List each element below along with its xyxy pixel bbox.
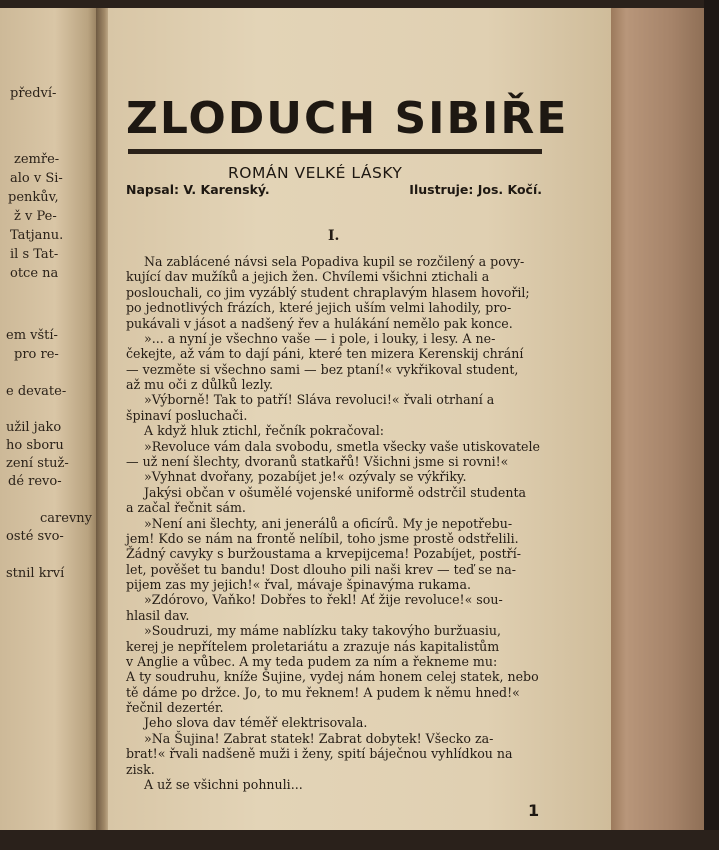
text-line: Jeho slova dav téměř elektrisovala. (144, 715, 368, 730)
text-line: špinaví posluchači. (126, 408, 248, 423)
text-line: brat!« řvali nadšeně muži i ženy, spití báječnou vyhlídkou na (126, 746, 513, 761)
text-line: »Vyhnat dvořany, pozabíjet je!« ozývaly se výkřiky. (144, 469, 467, 484)
fragment: zení stuž- (6, 456, 69, 471)
text-line: »Není ani šlechty, ani jenerálů a oficírů. My je nepotřebu- (144, 516, 513, 531)
text-line: Žádný cavyky s buržoustama a krvepijcema! Pozabíjet, postří- (126, 546, 521, 561)
text-line: poslouchali, co jim vyzáblý student chraplavým hlasem hovořil; (126, 285, 530, 300)
text-line: a začal řečnit sám. (126, 500, 246, 515)
text-line: »Zdórovo, Vaňko! Dobřes to řekl! Ať žije revoluce!« sou- (144, 592, 503, 607)
text-line: »Revoluce vám dala svobodu, smetla všecky vaše utiskovatele (144, 439, 540, 454)
author-credit: Napsal: V. Karenský. (126, 182, 270, 197)
page-number: 1 (528, 801, 540, 820)
fragment: pro re- (14, 347, 59, 362)
text-line: A už se všichni pohnuli... (144, 777, 303, 792)
text-line: jem! Kdo se nám na frontě nelíbil, toho jsme prostě odstřelili. (126, 531, 519, 546)
fragment: užil jako (6, 420, 62, 435)
text-line: »... a nyní je všechno vaše — i pole, i louky, i lesy. A ne- (144, 331, 496, 346)
fragment: e devate- (6, 384, 67, 399)
text-line: »Na Šujina! Zabrat statek! Zabrat dobytek! Všecko za- (144, 731, 494, 746)
subtitle: ROMÁN VELKÉ LÁSKY (228, 164, 403, 182)
illustrator-credit: Ilustruje: Jos. Kočí. (409, 182, 542, 197)
text-line: A když hluk ztichl, řečník pokračoval: (144, 423, 384, 438)
byline (126, 182, 542, 197)
text-line: — už není šlechty, dvoranů statkařů! Všichni jsme si rovni!« (126, 454, 509, 469)
previous-page (0, 8, 100, 830)
text-line: let, pověšet tu bandu! Dost dlouho pili naši krev — teď se na- (126, 562, 516, 577)
text-line: A ty soudruhu, kníže Šujine, vydej nám honem celej statek, nebo (126, 669, 539, 684)
text-line: pijem zas my jejich!« řval, mávaje špinavýma rukama. (126, 577, 471, 592)
fragment: alo v Si- (10, 171, 63, 186)
text-line: tě dáme po držce. Jo, to mu řeknem! A pudem k němu hned!« (126, 685, 520, 700)
fragment: ž v Pe- (14, 209, 57, 224)
fragment: ho sboru (6, 438, 64, 453)
text-line: zisk. (126, 762, 155, 777)
fragment: stnil krví (6, 566, 65, 581)
background-top (0, 0, 719, 8)
text-line: Jakýsi občan v ošumělé vojenské uniformě odstrčil studenta (144, 485, 527, 500)
fragment: osté svo- (6, 529, 64, 544)
text-line: kerej je nepřítelem proletariátu a zrazuje nás kapitalistům (126, 639, 500, 654)
book-edge (611, 8, 711, 830)
text-line: kující dav mužíků a jejich žen. Chvílemi všichni ztichali a (126, 269, 490, 284)
fragment: předví- (10, 86, 57, 101)
text-line: pukávali v jásot a nadšený řev a hulákání nemělo pak konce. (126, 316, 513, 331)
text-line: »Výborně! Tak to patří! Sláva revoluci!« řvali otrhaní a (144, 392, 495, 407)
title-underline (128, 149, 542, 154)
fragment: il s Tat- (10, 247, 59, 262)
text-line: po jednotlivých frázích, které jejich uším velmi lahodily, pro- (126, 300, 512, 315)
text-line: hlasil dav. (126, 608, 190, 623)
text-line: čekejte, až vám to dají páni, které ten mizera Kerenskij chrání (126, 346, 524, 361)
fragment: zemře- (14, 152, 60, 167)
fragment: Tatjanu. (10, 228, 64, 243)
text-line: — vezměte si všechno sami — bez ptaní!« vykřikoval student, (126, 362, 519, 377)
background-bottom (0, 830, 719, 850)
page-title: ZLODUCH SIBIŘE (126, 93, 569, 144)
fragment: dé revo- (8, 474, 62, 489)
fragment: em vští- (6, 328, 58, 343)
background-right (704, 0, 719, 850)
chapter-heading: I. (328, 228, 340, 244)
fragment: carevny (40, 511, 92, 526)
text-line: až mu oči z důlků lezly. (126, 377, 274, 392)
text-line: »Soudruzi, my máme nablízku taky takovýho buržuasiu, (144, 623, 501, 638)
fragment: otce na (10, 266, 59, 281)
text-line: Na zablácené návsi sela Popadiva kupil se rozčilený a povy- (144, 254, 525, 269)
fragment: penkův, (8, 190, 59, 205)
text-line: v Anglie a vůbec. A my teda pudem za ním a řekneme mu: (126, 654, 498, 669)
book-page (108, 8, 611, 830)
text-line: řečnil dezertér. (126, 700, 224, 715)
